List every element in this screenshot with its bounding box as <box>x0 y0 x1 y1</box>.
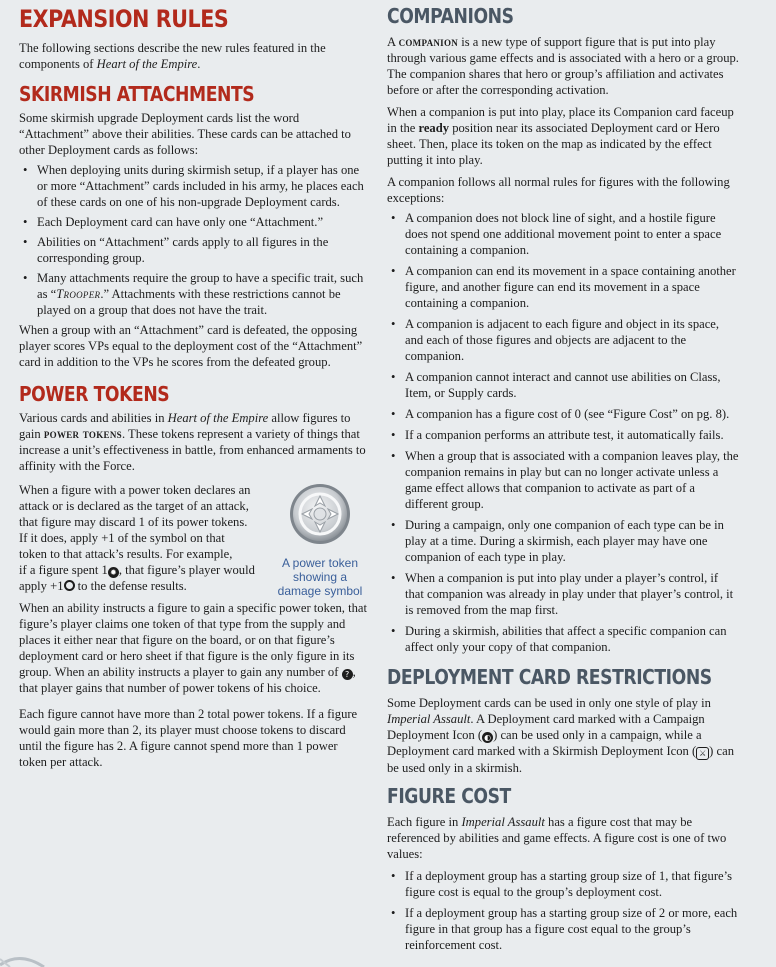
companions-p3: A companion follows all normal rules for figures with the following exceptions: <box>387 175 730 205</box>
list-item: • A companion has a figure cost of 0 (see “Figure Cost” on pg. 8). <box>387 406 739 422</box>
deployment-restrictions-heading: DEPLOYMENT CARD RESTRICTIONS <box>387 665 712 689</box>
text-line: apply +1 to the defense results. <box>19 579 187 593</box>
text-line: When a figure with a power token declares an <box>19 483 251 497</box>
expansion-rules-heading: EXPANSION RULES <box>19 5 229 33</box>
page-corner-ornament <box>0 937 60 967</box>
right-column <box>387 0 739 953</box>
list-item: • A companion is adjacent to each figure and object in its space, and each of those figures and objects are adjacent to the companion. <box>387 316 739 364</box>
list-item: • When a companion is put into play under a player’s control, if that companion was already in play under that player’s control, it is removed from the map first. <box>387 570 739 618</box>
companions-bullet-list <box>387 210 739 655</box>
list-item: • When deploying units during skirmish setup, if a player has one or more “Attachment” cards included in his army, he places each of these cards on one of his non-upgrade Deployment cards. <box>19 162 368 210</box>
power-tokens-p2 <box>19 482 263 594</box>
list-item: • During a campaign, only one companion of each type can be in play at a time. During a skirmish, each player may have one companion of each type in play. <box>387 517 739 565</box>
list-item: • A companion can end its movement in a space containing another figure, and another figure can end its movement in a space containing a companion. <box>387 263 739 311</box>
expansion-intro: The following sections describe the new rules featured in the components of Heart of the Empire. <box>19 41 326 71</box>
list-item: • Many attachments require the group to have a specific trait, such as “Trooper.” Attachments with these restrictions cannot be played on a group that does not have the trait. <box>19 270 368 318</box>
block-icon <box>64 580 75 591</box>
skirmish-bullet-list <box>19 162 368 318</box>
list-item: • If a companion performs an attribute test, it automatically fails. <box>387 427 739 443</box>
list-item: • A companion cannot interact and cannot use abilities on Class, Item, or Supply cards. <box>387 369 739 401</box>
list-item: • Abilities on “Attachment” cards apply to all figures in the corresponding group. <box>19 234 368 266</box>
skirmish-closing: When a group with an “Attachment” card is defeated, the opposing player scores VPs equal to the deployment cost of the “Attachment” card in addition to the VPs he scores from the defeated group. <box>19 323 363 369</box>
left-column <box>19 0 368 770</box>
text-line: that figure may discard 1 of its power tokens. <box>19 515 248 529</box>
text-line: If it does, apply +1 of the symbol on that <box>19 531 225 545</box>
companions-heading: COMPANIONS <box>387 4 514 28</box>
any-symbol-icon: ? <box>342 669 353 680</box>
text-line: if a figure spent 1 ✹ , that figure’s player would <box>19 563 255 577</box>
figure-cost-text: Each figure in Imperial Assault has a figure cost that may be referenced by abilities and game effects. A figure cost is one of two values: <box>387 815 727 861</box>
skirmish-intro: Some skirmish upgrade Deployment cards list the word “Attachment” above their abilities. These cards can be attached to other Deployment cards as follows: <box>19 111 351 157</box>
power-tokens-heading: POWER TOKENS <box>19 382 170 406</box>
figure-cost-heading: FIGURE COST <box>387 784 511 808</box>
list-item: • Each Deployment card can have only one “Attachment.” <box>19 214 368 230</box>
figure-cost-bullet-list <box>387 868 739 953</box>
deployment-restrictions-text: Some Deployment cards can be used in only one style of play in Imperial Assault. A Deployment card marked with a Campaign Deployment Icon ( ◐ ) can be used only in a campaign, while a Deployment card marked with a Skirmish Deployment Icon ( ⚔ ) can be used only in a skirmish. <box>387 696 734 775</box>
power-tokens-p3: When an ability instructs a figure to gain a specific power token, that figure’s player claims one token of that type from the supply and places it either near that figure on the board, or on that figure’s deployment card or hero sheet if that figure is the only figure in its group. When an ability instructs a player to gain any number of ? , that player gains that number of power tokens of his choice. <box>19 601 367 695</box>
skirmish-deployment-icon: ⚔ <box>696 747 709 760</box>
text-line: token to that attack’s results. For example, <box>19 547 233 561</box>
power-token-figure <box>274 482 366 598</box>
power-tokens-p1: Various cards and abilities in Heart of the Empire allow figures to gain power tokens. These tokens represent a variety of things that increase a unit’s effectiveness in battle, from enhanced armaments to affinity with the Force. <box>19 411 366 473</box>
text-line: attack or is declared as the target of an attack, <box>19 499 249 513</box>
companions-p2: When a companion is put into play, place its Companion card faceup in the ready position near its associated Deployment card or Hero sheet. Then, place its token on the map as indicated by the effect putting it into play. <box>387 105 734 167</box>
list-item: • A companion does not block line of sight, and a hostile figure does not spend one additional movement point to enter a space containing a companion. <box>387 210 739 258</box>
power-token-example <box>19 482 368 598</box>
list-item: • If a deployment group has a starting group size of 2 or more, each figure in that group has a figure cost equal to the group’s reinforcement cost. <box>387 905 739 953</box>
power-token-icon <box>285 482 355 546</box>
list-item: • When a group that is associated with a companion leaves play, the companion remains in play but can no longer activate unless a game effect allows that companion to activate as part of a different group. <box>387 448 739 512</box>
power-token-caption: A power token showing a damage symbol <box>277 556 363 598</box>
campaign-deployment-icon: ◐ <box>482 732 493 743</box>
skirmish-attachments-heading: SKIRMISH ATTACHMENTS <box>19 82 255 106</box>
companions-p1: A companion is a new type of support figure that is put into play through various game effects and is associated with a hero or a group. The companion shares that hero or group’s affiliation and activates before or after the corresponding activation. <box>387 35 739 97</box>
damage-icon: ✹ <box>108 567 119 578</box>
list-item: • If a deployment group has a starting group size of 1, that figure’s figure cost is equal to the group’s deployment cost. <box>387 868 739 900</box>
power-tokens-p4: Each figure cannot have more than 2 total power tokens. If a figure would gain more than 2, its player must choose tokens to discard until the figure has 2. A figure cannot spend more than 1 power token per attack. <box>19 707 358 769</box>
list-item: • During a skirmish, abilities that affect a specific companion can affect only your copy of that companion. <box>387 623 739 655</box>
